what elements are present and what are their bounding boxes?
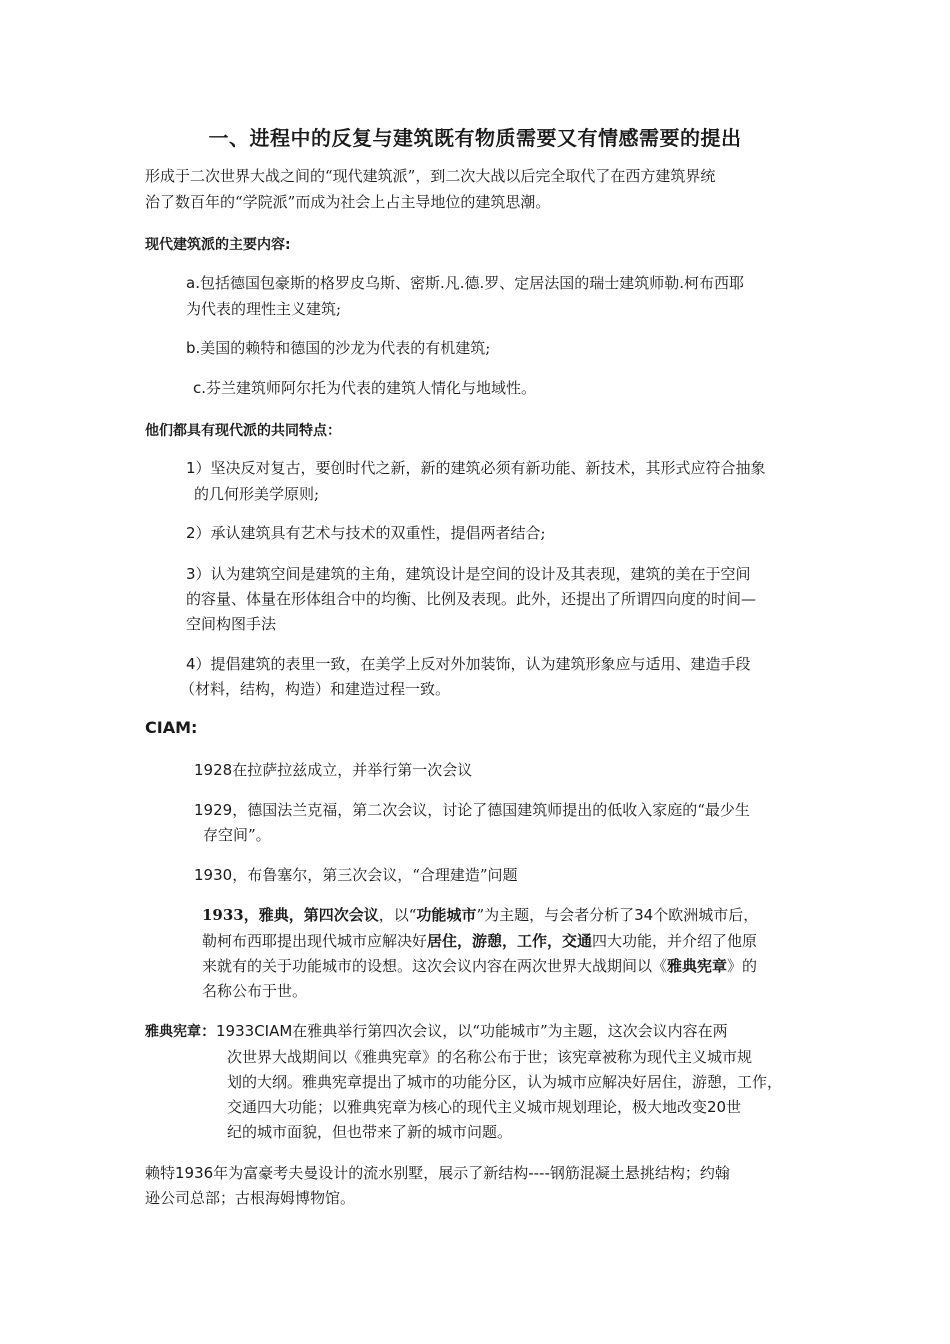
list-item-c [193, 375, 536, 401]
list-item-b [186, 335, 490, 361]
ciam-1933-line4: 名称公布于世。 [202, 982, 308, 1000]
functional-city-bold: 功能城市 [416, 906, 477, 924]
athens-charter-colon: ： [201, 1022, 217, 1040]
list-item-b-text: .美国的赖特和德国的沙龙为代表的有机建筑; [195, 339, 491, 357]
ciam-1933-text: ，以“ [378, 906, 417, 924]
list-marker-b: b [186, 339, 196, 357]
century-number: 20 [707, 1098, 727, 1116]
feature-item-1-line2: 的几何形美学原则; [194, 485, 320, 503]
intro-line-1: 形成于二次世界大战之间的“现代建筑派”，到二次大战以后完全取代了在西方建筑界统 [145, 167, 716, 185]
ciam-1928-text: 在拉萨拉兹成立，并举行第一次会议 [232, 761, 473, 779]
wright-line1 [145, 1160, 730, 1186]
intro-line-2: 治了数百年的“学院派”而成为社会上占主导地位的建筑思潮。 [145, 193, 551, 211]
feature-item-3 [186, 561, 751, 587]
feature-item-4 [186, 651, 751, 677]
list-marker-a: a [186, 274, 196, 292]
athens-charter-line4 [227, 1094, 741, 1120]
athens-charter-line1 [145, 1018, 728, 1045]
ciam-1933-text: 四大功能，并介绍了他原 [592, 932, 758, 950]
athens-charter-line2: 次世界大战期间以《雅典宪章》的名称公布于世；该宪章被称为现代主义城市规 [227, 1048, 753, 1066]
feature-item-4-line2: （材料，结构，构造）和建造过程一致。 [180, 680, 451, 698]
year-1928: 1928 [194, 761, 233, 779]
section-heading-common-features: 他们都具有现代派的共同特点： [145, 423, 341, 439]
ciam-1933-line3 [202, 953, 757, 979]
feature-item-3-line3: 空间构图手法 [186, 615, 277, 633]
year-1936: 1936 [175, 1164, 214, 1182]
feature-item-1-line1: ）坚决反对复古，要创时代之新，新的建筑必须有新功能、新技术，其形式应符合抽象 [195, 459, 766, 477]
athens-charter-text: 在雅典举行第四次会议，以“功能城市”为主题，这次会议内容在两 [292, 1022, 728, 1040]
four-functions-bold: 居住，游憩，工作，交通 [427, 932, 593, 950]
year-1929: 1929 [194, 801, 233, 819]
list-item-a [186, 270, 744, 296]
list-item-a-line2: 为代表的理性主义建筑; [186, 300, 342, 318]
wright-line2: 逊公司总部；古根海姆博物馆。 [145, 1189, 356, 1207]
ciam-1930 [194, 862, 518, 888]
ciam-1933-text: ”为主题，与会者分析了 [476, 906, 635, 924]
ciam-heading: CIAM: [145, 718, 198, 737]
feature-marker-1: 1 [186, 459, 196, 477]
athens-charter-lead: 1933CIAM [216, 1022, 293, 1040]
athens-charter-line5: 纪的城市面貌，但也带来了新的城市问题。 [227, 1123, 513, 1141]
ciam-1928 [194, 757, 472, 783]
feature-item-3-line2: 的容量、体量在形体组合中的均衡、比例及表现。此外，还提出了所谓四向度的时间— [186, 590, 757, 608]
ciam-1933-bold-intro: 1933，雅典，第四次会议 [202, 906, 379, 924]
ciam-1933-line1 [202, 902, 758, 928]
list-marker-c: c [193, 379, 202, 397]
wright-text: 赖特 [145, 1164, 176, 1182]
list-item-c-text: .芬兰建筑师阿尔托为代表的建筑人情化与地域性。 [201, 379, 537, 397]
ciam-1929-line2: 存空间”。 [203, 826, 271, 844]
ciam-1933-text: 个欧洲城市后， [653, 906, 759, 924]
feature-item-3-line1: ）认为建筑空间是建筑的主角，建筑设计是空间的设计及其表现，建筑的美在于空间 [195, 565, 751, 583]
feature-marker-2: 2 [186, 524, 196, 542]
ciam-1933-text: 来就有的关于功能城市的设想。这次会议内容在两次世界大战期间以《 [202, 957, 668, 975]
feature-item-2-text: ）承认建筑具有艺术与技术的双重性，提倡两者结合; [195, 524, 546, 542]
page-title: 一、进程中的反复与建筑既有物质需要又有情感需要的提出 [208, 126, 742, 150]
athens-charter-bold: 雅典宪章 [667, 957, 728, 975]
wright-text: 钢筋混凝土悬挑结构；约翰 [549, 1164, 730, 1182]
dash-separator: ---- [528, 1164, 550, 1182]
ciam-1930-text: ，布鲁塞尔，第三次会议，“合理建造”问题 [232, 866, 518, 884]
section-heading-main-content: 现代建筑派的主要内容: [145, 237, 291, 253]
feature-item-4-line1: ）提倡建筑的表里一致，在美学上反对外加装饰，认为建筑形象应与适用、建造手段 [195, 655, 751, 673]
feature-marker-3: 3 [186, 565, 196, 583]
athens-charter-text: 交通四大功能；以雅典宪章为核心的现代主义城市规划理论，极大地改变 [227, 1098, 708, 1116]
year-1930: 1930 [194, 866, 233, 884]
wright-text: 年为富豪考夫曼设计的流水别墅，展示了新结构 [213, 1164, 529, 1182]
ciam-1933-text: 勒柯布西耶提出现代城市应解决好 [202, 932, 428, 950]
feature-marker-4: 4 [186, 655, 196, 673]
athens-charter-text: 世 [726, 1098, 742, 1116]
ciam-1933-line2 [202, 928, 757, 954]
feature-item-2 [186, 520, 546, 546]
athens-charter-label: 雅典宪章 [145, 1024, 201, 1040]
city-count: 34 [634, 906, 654, 924]
ciam-1929-line1: ，德国法兰克福，第二次会议，讨论了德国建筑师提出的低收入家庭的“最少生 [232, 801, 750, 819]
athens-charter-line3: 划的大纲。雅典宪章提出了城市的功能分区，认为城市应解决好居住，游憩，工作， [227, 1073, 783, 1091]
ciam-1929 [194, 797, 750, 823]
list-item-a-line1: .包括德国包豪斯的格罗皮乌斯、密斯.凡.德.罗、定居法国的瑞士建筑师勒.柯布西耶 [195, 274, 745, 292]
ciam-1933-text: 》的 [727, 957, 758, 975]
feature-item-1 [186, 455, 766, 481]
